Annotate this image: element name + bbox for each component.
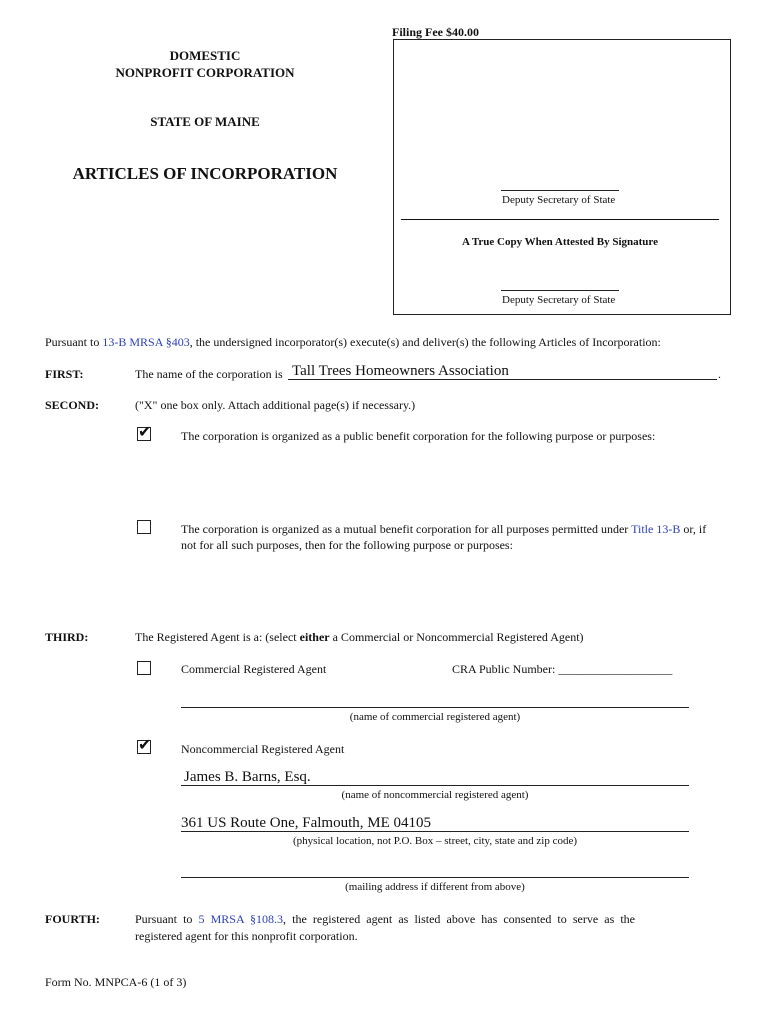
third-label: THIRD: [45, 630, 89, 644]
commercial-agent-name-line[interactable] [181, 707, 689, 708]
corporation-name-field[interactable]: Tall Trees Homeowners Association [292, 363, 509, 379]
mailing-address-caption: (mailing address if different from above) [345, 881, 525, 893]
title-13b-link[interactable]: Title 13-B [631, 522, 681, 536]
fourth-suffix: , the registered agent as listed above has consented to serve as the [283, 912, 635, 926]
noncommercial-agent-name-field[interactable]: James B. Barns, Esq. [184, 769, 311, 785]
noncommercial-name-caption: (name of noncommercial registered agent) [341, 789, 529, 801]
mutual-benefit-text-line2: not for all such purposes, then for the following purpose or purposes: [181, 538, 513, 552]
intro-prefix: Pursuant to [45, 335, 103, 349]
third-intro [135, 630, 584, 645]
public-benefit-checkbox[interactable] [137, 422, 152, 441]
cra-public-number[interactable]: CRA Public Number: ___________________ [452, 662, 673, 676]
state-title: STATE OF MAINE [150, 114, 260, 129]
third-intro-a: The Registered Agent is a: (select [135, 630, 300, 644]
intro-suffix: , the undersigned incorporator(s) execute(s) and deliver(s) the following Articles of Incorporation: [189, 335, 661, 349]
mutual-text-a: The corporation is organized as a mutual benefit corporation for all purposes permitted under [181, 522, 632, 536]
filing-fee: Filing Fee $40.00 [392, 25, 479, 39]
mutual-benefit-text [181, 522, 706, 537]
deputy-signature-line-2[interactable] [501, 290, 619, 291]
fourth-statute-link[interactable]: 5 MRSA §108.3 [198, 912, 284, 926]
first-text: The name of the corporation is [135, 367, 283, 381]
physical-address-field[interactable]: 361 US Route One, Falmouth, ME 04105 [181, 815, 431, 831]
form-number: Form No. MNPCA-6 (1 of 3) [45, 975, 187, 989]
fourth-prefix: Pursuant to [135, 912, 199, 926]
intro-statute-link[interactable]: 13-B MRSA §403 [102, 335, 190, 349]
noncommercial-agent-checkbox[interactable] [137, 735, 152, 754]
title-line1: DOMESTIC [169, 48, 241, 63]
noncommercial-agent-label: Noncommercial Registered Agent [181, 742, 345, 756]
box-divider [401, 219, 719, 220]
fourth-label: FOURTH: [45, 912, 100, 926]
fourth-text-line1 [135, 912, 635, 927]
first-label: FIRST: [45, 367, 84, 381]
deputy-label-2: Deputy Secretary of State [502, 294, 616, 306]
title-line2: NONPROFIT CORPORATION [115, 65, 295, 80]
intro-paragraph [45, 335, 661, 350]
deputy-signature-line-1[interactable] [501, 190, 619, 191]
mutual-text-b: or, if [680, 522, 707, 536]
third-intro-b: a Commercial or Noncommercial Registered Agent) [329, 630, 584, 644]
filing-box [393, 39, 731, 315]
check-mark-icon: ✔ [138, 735, 152, 754]
commercial-agent-caption: (name of commercial registered agent) [349, 711, 521, 723]
fourth-text-line2: registered agent for this nonprofit corporation. [135, 929, 358, 943]
mailing-address-line[interactable] [181, 877, 689, 878]
public-benefit-text: The corporation is organized as a public benefit corporation for the following purpose or purposes: [181, 429, 656, 443]
first-period: . [718, 367, 721, 381]
second-note: ("X" one box only. Attach additional page(s) if necessary.) [135, 398, 416, 412]
mutual-benefit-checkbox[interactable] [137, 520, 151, 534]
check-mark-icon: ✔ [138, 422, 152, 441]
third-intro-either: either [299, 630, 330, 644]
articles-title: ARTICLES OF INCORPORATION [72, 164, 338, 183]
deputy-label-1: Deputy Secretary of State [502, 194, 616, 206]
physical-address-caption: (physical location, not P.O. Box – street, city, state and zip code) [293, 835, 577, 847]
second-label: SECOND: [45, 398, 100, 412]
commercial-agent-label: Commercial Registered Agent [181, 662, 327, 676]
commercial-agent-checkbox[interactable] [137, 661, 151, 675]
true-copy-label: A True Copy When Attested By Signature [462, 236, 658, 248]
